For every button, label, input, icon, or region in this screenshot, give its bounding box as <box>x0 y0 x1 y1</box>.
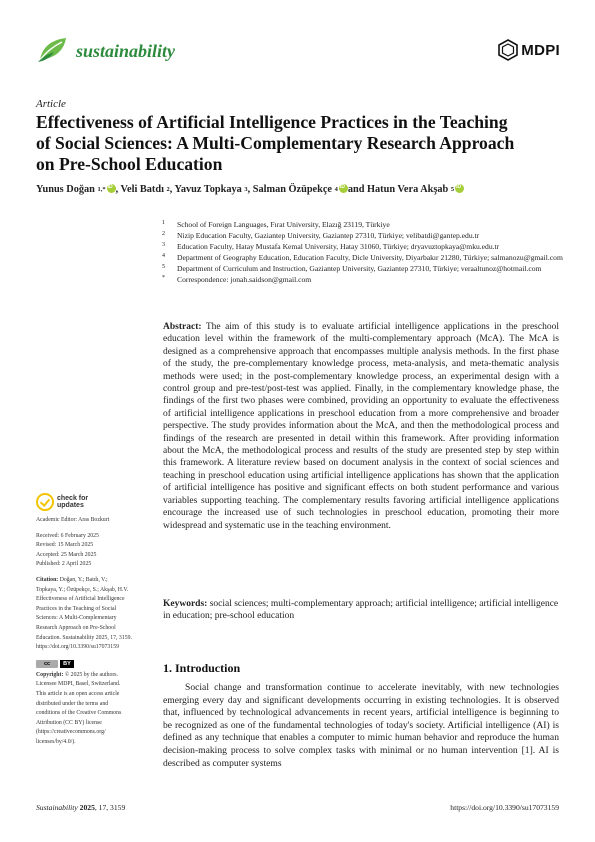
orcid-icon[interactable] <box>455 184 464 193</box>
author-affil-sup: 5 <box>450 186 455 193</box>
affiliation-number: 3 <box>162 242 165 249</box>
received-date: Received: 6 February 2025 <box>36 532 99 539</box>
keywords-label: Keywords: <box>163 599 208 609</box>
affiliation-number: 5 <box>162 264 165 271</box>
footer-year: 2025 <box>79 803 95 812</box>
affiliation-text: Department of Curriculum and Instruction, Gaziantep University, Gaziantep 27310, Türkiye; veraaltunoz@hotmail.com <box>177 264 542 274</box>
abstract-text: The aim of this study is to evaluate artificial intelligence applications in the preschool education level within the framework of the multi-complementary approach (McA). The McA is designed as a comprehensive approach that encompasses multiple analysis methods. In the first phase of the study, the pre-complementary knowledge process, meta-analysis, and meta-thematic analysis methods were used; in the post-complementary knowledge process, an experimental design with a control group and pre-test/post-test was applied. Finally, in the complementary knowledge phase, the findings of the first two phases were combined, providing an opportunity to evaluate the effectiveness of artificial intelligence applications in preschool education from a more comprehensive and broader perspective. The study provides information about the McA, and then the methodological process and findings of the research are presented in detail within this framework. After providing information about the McA, the methodological process and results of the study are presented step by step within this framework. A literature review based on document analysis in the context of social sciences and teaching in preschool education using artificial intelligence applications has shown that the application of artificial intelligence has positive and significant effects on both student performance and various variables supporting teaching. The complementary results favoring artificial intelligence applications encourage the increased use of such technologies in preschool education, promoting their more widespread and systematic use in the teaching environment. <box>163 322 559 531</box>
abstract-label: Abstract: <box>163 322 202 332</box>
journal-name: sustainability <box>76 41 176 61</box>
author-affil-sup: 2 <box>166 186 170 193</box>
license-link[interactable]: (https://creativecommons.org/ <box>36 729 106 736</box>
affiliation-number: 2 <box>162 231 165 238</box>
cc-by-license-badge[interactable] <box>36 660 74 668</box>
affiliation-item <box>162 263 572 274</box>
affiliation-item <box>162 230 572 241</box>
journal-leaf-logo-icon <box>36 34 70 64</box>
check-updates-text <box>57 495 88 510</box>
affiliations-list <box>162 219 572 286</box>
keywords-text: social sciences; multi-complementary approach; artificial intelligence; artificial intelligence in education; pre-school education <box>163 599 559 622</box>
copyright-line: This article is an open access article <box>36 690 120 697</box>
publisher-name: MDPI <box>521 41 560 59</box>
affiliation-item <box>162 252 572 263</box>
check-for-updates-button[interactable] <box>36 489 96 515</box>
title-line: on Pre-School Education <box>36 154 223 174</box>
footer-journal: Sustainability <box>36 803 78 812</box>
revised-date: Revised: 15 March 2025 <box>36 542 94 549</box>
author-list <box>36 184 576 195</box>
title-line: Effectiveness of Artificial Intelligence Practices in the Teaching <box>36 112 508 132</box>
check-updates-line: check for <box>57 494 89 502</box>
footer-doi-link[interactable]: https://doi.org/10.3390/su17073159 <box>450 803 559 812</box>
accepted-date: Accepted: 25 March 2025 <box>36 551 97 558</box>
orcid-icon[interactable] <box>107 184 116 193</box>
introduction-body <box>163 682 559 770</box>
academic-editor: Academic Editor: Aras Bozkurt <box>36 517 110 523</box>
citation-line: Topkaya, Y.; Özüpekçe, S.; Akşab, H.V. <box>36 586 129 593</box>
affiliation-item <box>162 241 572 252</box>
copyright-line: distributed under the terms and <box>36 700 109 707</box>
footer-volume-page: , 17, 3159 <box>94 803 126 812</box>
author-affil-sup: 1,* <box>97 186 106 193</box>
introduction-paragraph: Social change and transformation continue to accelerate inevitably, with new technologies emerging every day and significant developments occurring in existing technologies. It is observed that, influenced by technological advancements in recent years, artificial intelligence is beginning to be recognized as one of the fundamental technologies of today's society. Artificial intelligence (AI) is defined as any technique that enables a computer to mimic human behavior and reproduce the human decision-making process to solve complex tasks with minimal or no human intervention [1]. AI is described as computer systems <box>163 682 559 769</box>
copyright-text: © 2025 by the authors. <box>64 671 119 678</box>
citation-line: Education. Sustainability 2025, 17, 3159. <box>36 634 132 641</box>
affiliation-number: 4 <box>162 253 165 260</box>
affiliation-item <box>162 219 572 230</box>
section-heading-introduction: 1. Introduction <box>163 661 241 675</box>
author-name[interactable]: , Yavuz Topkaya <box>169 184 242 195</box>
abstract <box>163 321 559 532</box>
copyright-line <box>36 671 156 681</box>
author-affil-sup: 4 <box>334 186 338 193</box>
citation-line <box>36 576 156 586</box>
affiliation-text: Department of Geography Education, Education Faculty, Dicle University, Diyarbakır 21280, Türkiye; salmanozu@gmail.com <box>177 253 563 263</box>
citation-line: Research Approach on Pre-School <box>36 624 116 631</box>
copyright-line: conditions of the Creative Commons <box>36 710 122 717</box>
keywords <box>163 598 559 623</box>
mdpi-hexagon-icon <box>498 39 518 61</box>
by-icon: BY <box>60 660 74 668</box>
publisher-logo <box>498 38 560 62</box>
affiliation-number: 1 <box>162 220 165 226</box>
author-name[interactable]: , Salman Özüpekçe <box>247 184 332 195</box>
copyright-label: Copyright: <box>36 671 64 678</box>
citation-label: Citation: <box>36 576 59 583</box>
author-affil-sup: 3 <box>244 186 248 193</box>
citation-line: Sciences: A Multi-Complementary <box>36 615 117 622</box>
copyright-line: Attribution (CC BY) license <box>36 719 102 726</box>
affiliation-text: Education Faculty, Hatay Mustafa Kemal University, Hatay 31060, Türkiye; dryavuztopkaya@mku.edu.tr <box>177 242 500 252</box>
author-name[interactable]: , Veli Batdı <box>115 184 164 195</box>
cc-icon: cc <box>36 660 58 668</box>
article-info-sidebar <box>36 516 156 747</box>
correspondence-item <box>162 274 572 285</box>
footer-citation <box>36 803 125 812</box>
copyright-line: Licensee MDPI, Basel, Switzerland. <box>36 681 121 688</box>
affiliation-text: School of Foreign Languages, Fırat University, Elazığ 23119, Türkiye <box>177 220 390 229</box>
check-updates-line: updates <box>57 502 84 509</box>
citation-line: Practices in the Teaching of Social <box>36 605 117 612</box>
license-link[interactable]: licenses/by/4.0/). <box>36 738 76 745</box>
author-name[interactable]: and Hatun Vera Akşab <box>347 184 449 195</box>
published-date: Published: 2 April 2025 <box>36 561 92 568</box>
check-mark-icon <box>36 493 54 511</box>
orcid-icon[interactable] <box>339 184 348 193</box>
correspondence-text[interactable]: Correspondence: jonah.saidson@gmail.com <box>177 275 312 285</box>
citation-doi-link[interactable]: https://doi.org/10.3390/su17073159 <box>36 644 119 651</box>
title-line: of Social Sciences: A Multi-Complementary Research Approach <box>36 133 515 153</box>
affiliation-text: Nizip Education Faculty, Gaziantep University, Gaziantep 27310, Türkiye; velibatdi@gantep.edu.tr <box>177 231 480 241</box>
article-type: Article <box>36 98 66 110</box>
paper-title <box>36 112 566 175</box>
citation-text: Doğan, Y.; Batdı, V.; <box>59 576 108 583</box>
author-name[interactable]: Yunus Doğan <box>36 184 95 195</box>
citation-line: Effectiveness of Artificial Intelligence <box>36 596 125 603</box>
affiliation-number: * <box>162 275 165 282</box>
